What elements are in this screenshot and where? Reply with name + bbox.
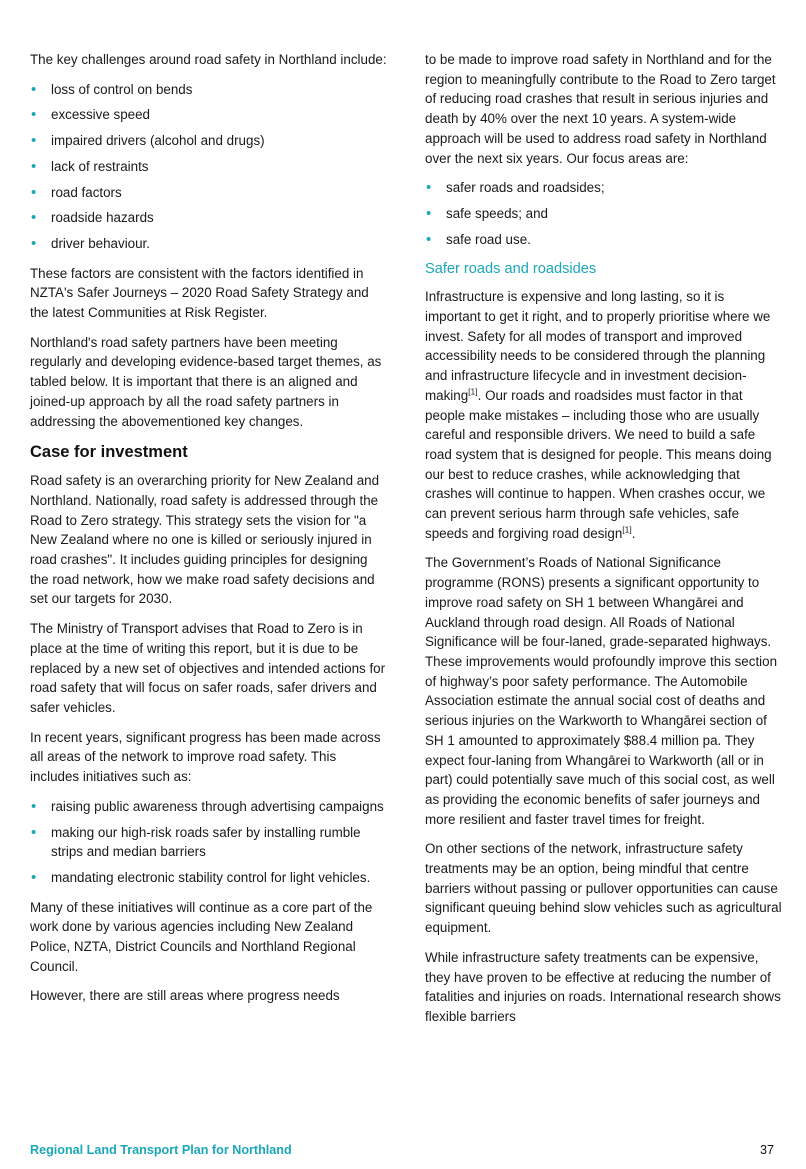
partners-paragraph: Northland's road safety partners have been meeting regularly and developing evidence-based target themes, as tabled below. It is important that there is an aligned and joined-up approach by all the road safety partners in addressing the abovementioned key changes.: [30, 334, 382, 429]
ministry-paragraph: The Ministry of Transport advises that Road to Zero is in place at the time of writing this report, but it is due to be replaced by a new set of objectives and intended actions for road safety that will focus on safer roads, safer drivers and safer vehicles.: [30, 621, 386, 715]
list-item: • roadside hazards: [31, 209, 154, 227]
bullet-icon: •: [31, 823, 37, 841]
bullet-icon: •: [31, 234, 37, 252]
bullet-icon: •: [31, 157, 37, 175]
list-item: • safe speeds; and: [426, 204, 548, 222]
list-item: • loss of control on bends: [31, 80, 193, 98]
bullet-icon: •: [426, 204, 432, 222]
bullet-icon: •: [31, 132, 37, 150]
challenges-list: [30, 80, 388, 254]
bullet-icon: •: [426, 179, 432, 197]
list-item: • excessive speed: [31, 106, 150, 124]
list-item: • mandating electronic stability control for light vehicles.: [31, 868, 371, 886]
focus-areas-list: [425, 178, 783, 249]
list-item: • safe road use.: [426, 230, 531, 248]
however-paragraph: However, there are still areas where progress needs: [30, 988, 340, 1004]
page-number: 37: [760, 1143, 775, 1157]
bullet-icon: •: [31, 868, 37, 886]
list-item: • making our high-risk roads safer by installing rumble strips and median barriers: [31, 823, 361, 860]
bullet-icon: •: [31, 797, 37, 815]
list-item: • lack of restraints: [31, 157, 149, 175]
other-sections-paragraph: On other sections of the network, infrastructure safety treatments may be an option, being mindful that centre barriers without passing or pullover opportunities can cause significant queuing behind slow vehicles such as agricultural equipment.: [425, 841, 782, 936]
treatments-paragraph: While infrastructure safety treatments can be expensive, they have proven to be effective at reducing the number of fatalities and injuries on roads. International research shows flexible barriers: [425, 949, 781, 1024]
list-item: • raising public awareness through advertising campaigns: [31, 797, 384, 815]
case-for-investment-heading: Case for investment: [30, 443, 188, 462]
continue-paragraph: Many of these initiatives will continue as a core part of the work done by various agencies including New Zealand Police, NZTA, District Councils and Northland Regional Council.: [30, 899, 373, 974]
footer-title: Regional Land Transport Plan for Northland: [30, 1143, 292, 1157]
bullet-icon: •: [31, 209, 37, 227]
bullet-icon: •: [31, 183, 37, 201]
bullet-icon: •: [31, 80, 37, 98]
list-item: • safer roads and roadsides;: [426, 179, 605, 197]
right-column: [425, 50, 783, 1037]
list-item: • driver behaviour.: [31, 234, 150, 252]
infrastructure-paragraph: Infrastructure is expensive and long lasting, so it is important to get it right, and to properly prioritise where we invest. Safety for all modes of transport and improved accessibility needs to be considered through the planning and infrastructure lifecycle and in investment decision-making[1]. Our roads and roadsides must factor in that people make mistakes – including those who are usually careful and responsible drivers. We need to build a safe road system that is designed for people. This means doing our best to reduce crashes, while acknowledging that crashes will continue to happen. When crashes occur, we can prevent serious harm through safe vehicles, safe speeds and forgiving road design[1].: [425, 289, 772, 541]
footnote-ref[interactable]: [1]: [468, 386, 478, 397]
intro-paragraph: The key challenges around road safety in Northland include:: [30, 52, 387, 67]
list-item: • impaired drivers (alcohol and drugs): [31, 132, 265, 150]
bullet-icon: •: [426, 230, 432, 248]
priority-paragraph: Road safety is an overarching priority for New Zealand and Northland. Nationally, road safety is addressed through the Road to Zero strategy. This strategy sets the vision for "a New Zealand where no one is killed or seriously injured in road crashes". It includes guiding principles for designing the road network, how we make road safety decisions and set our targets for 2030.: [30, 473, 380, 607]
initiatives-list: [30, 797, 388, 888]
consistent-paragraph: These factors are consistent with the factors identified in NZTA's Safer Journeys – 2020 Road Safety Strategy and the latest Communities at Risk Register.: [30, 265, 369, 321]
bullet-icon: •: [31, 106, 37, 124]
safer-roads-heading: Safer roads and roadsides: [425, 261, 597, 278]
footnote-ref[interactable]: [1]: [622, 524, 632, 535]
progress-paragraph: In recent years, significant progress has been made across all areas of the network to improve road safety. This includes initiatives such as:: [30, 729, 381, 785]
list-item: • road factors: [31, 183, 122, 201]
rons-paragraph: The Government’s Roads of National Significance programme (RONS) presents a significant opportunity to improve road safety on SH 1 between Whangārei and Auckland through road design. All Roads of National Significance will be four-laned, grade-separated highways. These improvements would profoundly improve this section of highway’s poor safety performance. The Automobile Association estimate the annual social cost of deaths and serious injuries on the Warkworth to Whangārei section of SH 1 amounted to approximately $88.4 million pa. They expect four-laning from Whangārei to Warkworth (all or in part) could potentially save much of this social cost, as well as providing the economic benefits of safer journeys and more resilient and faster travel times for freight.: [425, 555, 778, 827]
continuation-paragraph: to be made to improve road safety in Northland and for the region to meaningfully contribute to the Road to Zero target of reducing road crashes that result in serious injuries and death by 40% over the next 10 years. A system-wide approach will be used to address road safety in Northland over the next six years. Our focus areas are:: [425, 52, 776, 166]
left-column: [30, 50, 388, 1016]
